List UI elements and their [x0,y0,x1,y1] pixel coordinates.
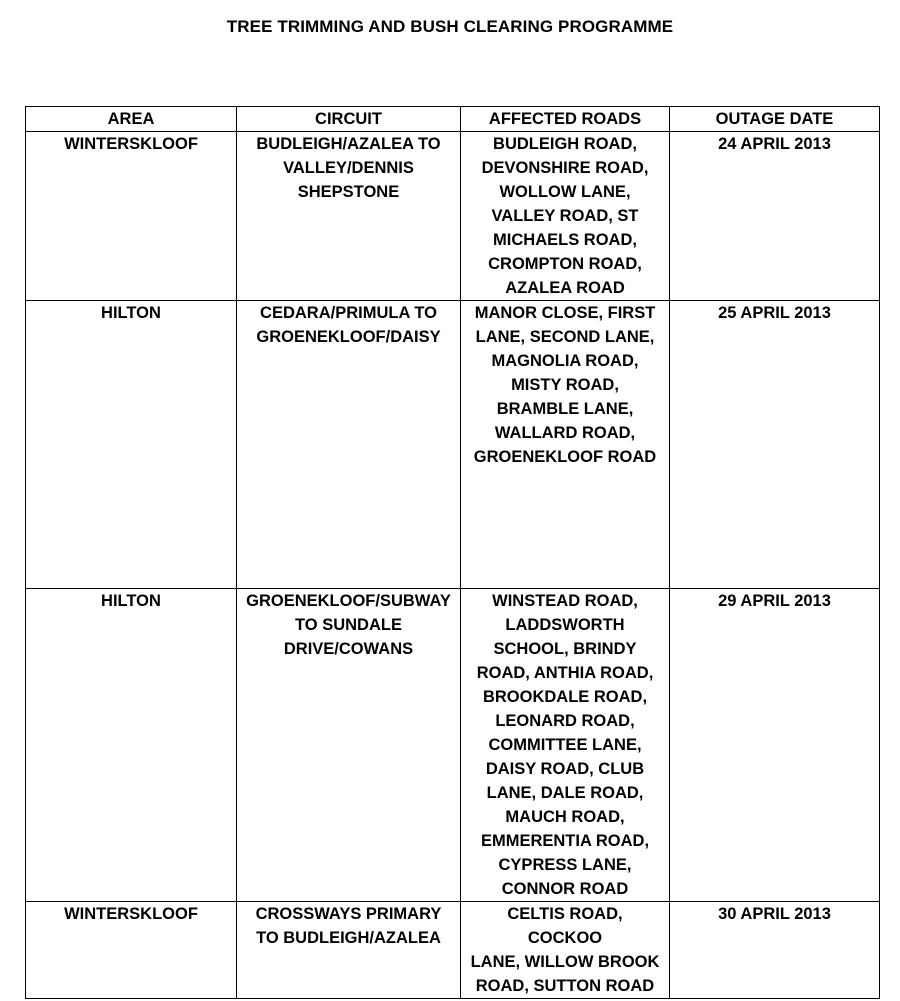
outage-date-text: 29 APRIL 2013 [718,592,831,610]
affected-roads-cell [461,301,670,589]
affected-roads-text: CELTIS ROAD, COCKOO LANE, WILLOW BROOK ROAD, SUTTON ROAD [470,905,660,995]
circuit-text: CROSSWAYS PRIMARY TO BUDLEIGH/AZALEA [255,905,442,947]
column-header-affected-roads: AFFECTED ROADS [461,107,670,132]
column-header-circuit: CIRCUIT [237,107,461,132]
area-cell [26,589,237,902]
table-row [26,902,880,999]
circuit-text: CEDARA/PRIMULA TO GROENEKLOOF/DAISY [256,304,441,346]
circuit-text: BUDLEIGH/AZALEA TO VALLEY/DENNIS SHEPSTONE [256,135,441,201]
outage-date-text: 30 APRIL 2013 [718,905,831,923]
circuit-cell [237,589,461,902]
area-cell [26,902,237,999]
programme-table [25,106,880,999]
area-cell [26,132,237,301]
area-text: HILTON [101,304,161,322]
affected-roads-cell [461,902,670,999]
circuit-text: GROENEKLOOF/SUBWAY TO SUNDALE DRIVE/COWANS [246,592,451,658]
outage-date-cell [670,902,880,999]
document-title: TREE TRIMMING AND BUSH CLEARING PROGRAMME [226,17,674,36]
column-header-outage-date: OUTAGE DATE [670,107,880,132]
outage-date-cell [670,132,880,301]
circuit-cell [237,902,461,999]
area-cell [26,301,237,589]
column-header-area: AREA [26,107,237,132]
area-text: WINTERSKLOOF [64,135,198,153]
affected-roads-text: MANOR CLOSE, FIRST LANE, SECOND LANE, MAGNOLIA ROAD, MISTY ROAD, BRAMBLE LANE, WALLARD ROAD, GROENEKLOOF ROAD [473,304,657,466]
affected-roads-cell [461,132,670,301]
outage-date-text: 25 APRIL 2013 [718,304,831,322]
affected-roads-text: WINSTEAD ROAD, LADDSWORTH SCHOOL, BRINDY ROAD, ANTHIA ROAD, BROOKDALE ROAD, LEONARD ROAD, COMMITTEE LANE, DAISY ROAD, CLUB LANE, DALE ROAD, MAUCH ROAD, EMMERENTIA ROAD, CYPRESS LANE, CONNOR ROAD [476,592,654,898]
affected-roads-text: BUDLEIGH ROAD, DEVONSHIRE ROAD, WOLLOW LANE, VALLEY ROAD, ST MICHAELS ROAD, CROMPTON ROAD, AZALEA ROAD [481,135,649,297]
table-header-row [26,107,880,132]
table-row [26,589,880,902]
table-row [26,301,880,589]
area-text: WINTERSKLOOF [64,905,198,923]
outage-date-cell [670,589,880,902]
table-row [26,132,880,301]
affected-roads-cell [461,589,670,902]
outage-date-cell [670,301,880,589]
area-text: HILTON [101,592,161,610]
circuit-cell [237,301,461,589]
outage-date-text: 24 APRIL 2013 [718,135,831,153]
circuit-cell [237,132,461,301]
